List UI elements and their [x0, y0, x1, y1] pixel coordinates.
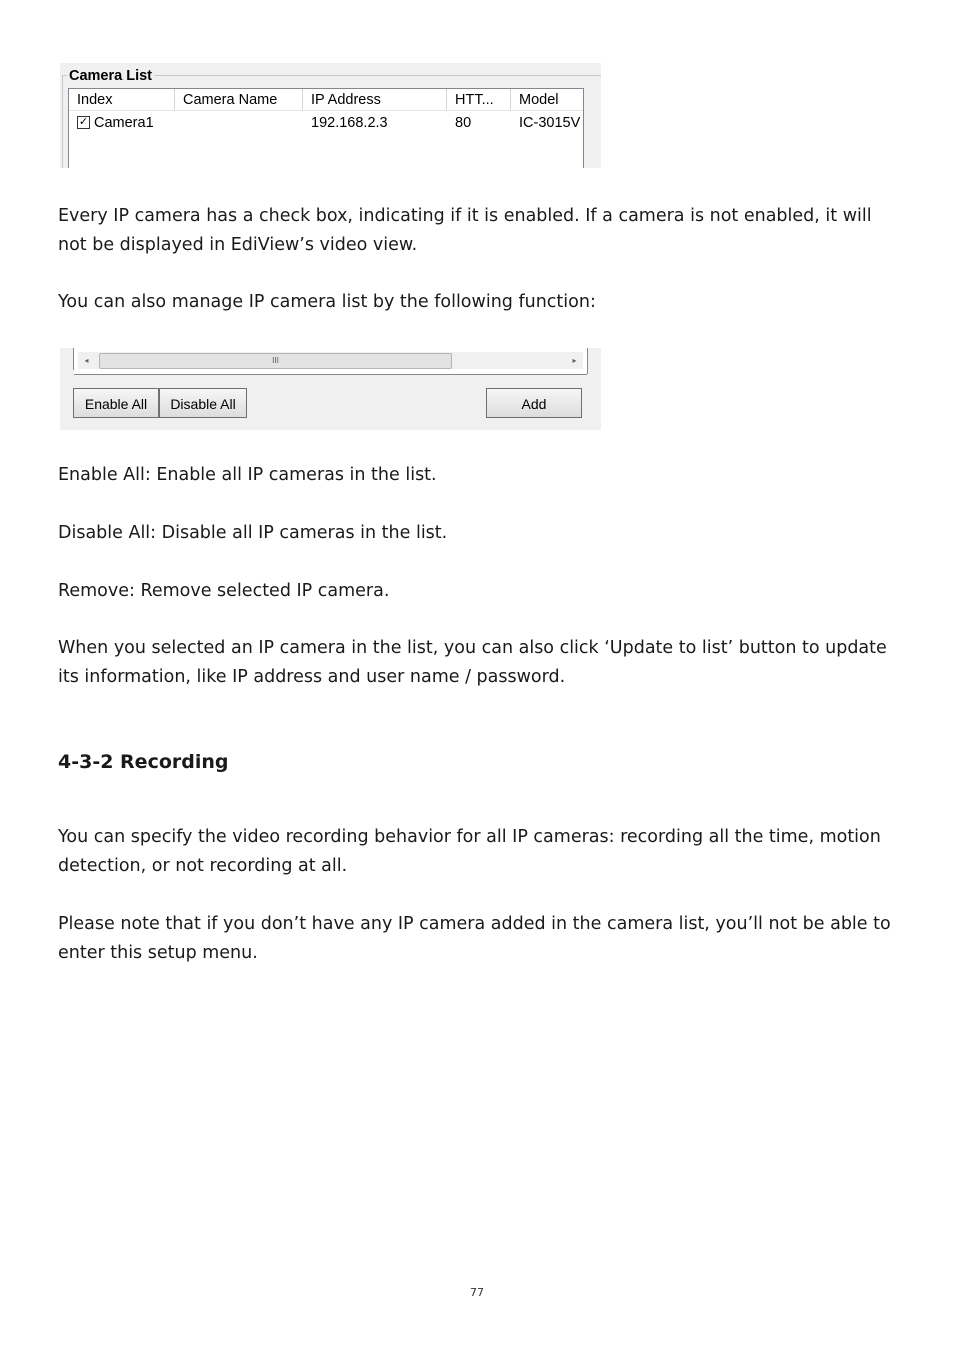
- paragraph-enable-all: Enable All: Enable all IP cameras in the list.: [58, 465, 437, 485]
- list-controls-screenshot: [60, 348, 601, 430]
- camera-list-view[interactable]: [68, 88, 584, 168]
- enable-all-button[interactable]: Enable All: [73, 388, 159, 418]
- horizontal-scrollbar[interactable]: [74, 348, 587, 374]
- camera-list-screenshot: [60, 63, 601, 168]
- section-heading: 4-3-2 Recording: [58, 751, 229, 773]
- list-border-bottom: [74, 374, 587, 375]
- list-border-left: [73, 348, 74, 370]
- disable-all-button[interactable]: Disable All: [159, 388, 247, 418]
- camera-list-group-title: Camera List: [69, 68, 153, 84]
- column-header-index[interactable]: Index: [69, 89, 175, 111]
- table-row[interactable]: [69, 113, 583, 133]
- list-border-right: [587, 348, 588, 374]
- paragraph-update: When you selected an IP camera in the list, you can also click ‘Update to list’ button to update its information, like IP address and user name / password.: [58, 638, 887, 687]
- scrollbar-thumb[interactable]: III: [99, 353, 452, 369]
- column-header-model[interactable]: Model: [511, 89, 583, 111]
- page-number: 77: [470, 1286, 484, 1299]
- scrollbar-track[interactable]: [78, 352, 583, 369]
- paragraph-recording-note: Please note that if you don’t have any IP camera added in the camera list, you’ll not be able to enter this setup menu.: [58, 914, 891, 963]
- column-header-http-port[interactable]: HTT...: [447, 89, 511, 111]
- scroll-right-icon[interactable]: ▸: [572, 356, 577, 365]
- paragraph-recording-behavior: You can specify the video recording behavior for all IP cameras: recording all the time, motion detection, or not recording at all.: [58, 827, 881, 876]
- enabled-checkbox[interactable]: ✓: [78, 116, 89, 128]
- cell-index: Camera1: [94, 115, 154, 131]
- group-border-left: [62, 75, 63, 168]
- paragraph-disable-all: Disable All: Disable all IP cameras in the list.: [58, 523, 448, 543]
- column-header-camera-name[interactable]: Camera Name: [175, 89, 303, 111]
- cell-http-port: 80: [455, 115, 472, 131]
- paragraph-checkbox-info: Every IP camera has a check box, indicating if it is enabled. If a camera is not enabled, it will not be displayed in EdiView’s video view.: [58, 206, 872, 255]
- camera-list-header: [69, 89, 583, 111]
- cell-ip-address: 192.168.2.3: [311, 115, 388, 131]
- paragraph-manage-intro: You can also manage IP camera list by the following function:: [58, 292, 596, 312]
- cell-model: IC-3015V: [519, 115, 581, 131]
- paragraph-remove: Remove: Remove selected IP camera.: [58, 581, 390, 601]
- scroll-left-icon[interactable]: ◂: [84, 356, 89, 365]
- column-header-ip-address[interactable]: IP Address: [303, 89, 447, 111]
- add-button[interactable]: Add: [486, 388, 582, 418]
